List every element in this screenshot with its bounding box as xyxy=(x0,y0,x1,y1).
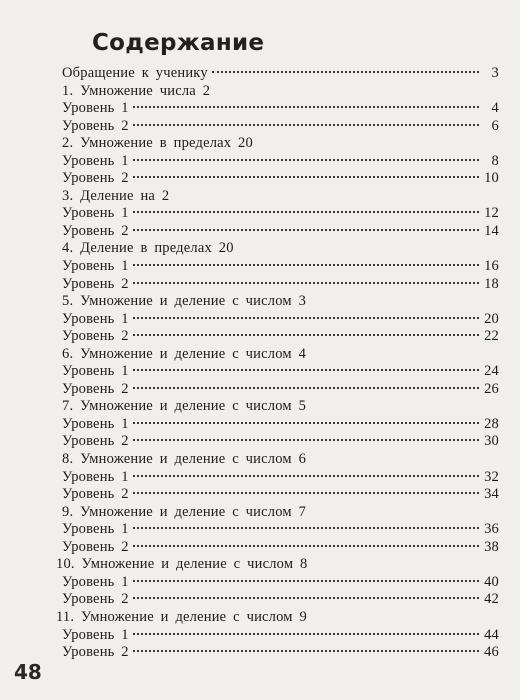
toc-entry-label: Уровень 1 xyxy=(62,152,129,169)
toc-entry-label: Уровень 2 xyxy=(62,591,129,608)
dot-leader xyxy=(133,387,479,389)
toc-entry-label: Уровень 1 xyxy=(62,258,129,275)
toc-entry-label: 5. Умножение и деление с числом 3 xyxy=(62,293,307,310)
toc-entry xyxy=(62,65,499,83)
toc-entry-label: Уровень 2 xyxy=(62,644,129,661)
toc-entry-page: 38 xyxy=(484,538,499,555)
toc-entry-label: Уровень 1 xyxy=(62,100,129,117)
toc-entry-label: Уровень 1 xyxy=(62,310,129,327)
dot-leader xyxy=(133,124,479,126)
dot-leader xyxy=(133,334,479,336)
toc-entry-page: 34 xyxy=(484,486,499,503)
dot-leader xyxy=(133,475,479,477)
toc-entry xyxy=(62,170,499,188)
toc-entry xyxy=(62,276,499,294)
toc-entry-label: Уровень 2 xyxy=(62,486,129,503)
toc-entry-label: 3. Деление на 2 xyxy=(62,187,170,204)
toc-section-heading xyxy=(62,240,499,258)
toc-entry-label: Уровень 2 xyxy=(62,433,129,450)
toc-entry-page: 40 xyxy=(484,573,499,590)
toc-entry xyxy=(62,469,499,487)
toc-entry-label: Уровень 1 xyxy=(62,573,129,590)
toc-section-heading xyxy=(56,556,499,574)
toc-entry xyxy=(62,258,499,276)
toc-entry-page: 22 xyxy=(484,328,499,345)
toc-entry-label: Уровень 2 xyxy=(62,117,129,134)
toc-entry-page: 30 xyxy=(484,433,499,450)
toc-entry-label: 8. Умножение и деление с числом 6 xyxy=(62,451,307,468)
toc-entry-page: 26 xyxy=(484,380,499,397)
dot-leader xyxy=(133,439,479,441)
toc-entry xyxy=(62,223,499,241)
dot-leader xyxy=(133,650,479,652)
toc-entry-label: Уровень 2 xyxy=(62,170,129,187)
dot-leader xyxy=(133,159,479,161)
toc-entry-page: 28 xyxy=(484,415,499,432)
toc-entry-page: 16 xyxy=(484,258,499,275)
toc-entry-label: Уровень 1 xyxy=(62,415,129,432)
dot-leader xyxy=(133,597,479,599)
toc-entry-page: 10 xyxy=(484,170,499,187)
toc-entry-page: 18 xyxy=(484,275,499,292)
toc-entry-page: 36 xyxy=(484,521,499,538)
dot-leader xyxy=(133,422,479,424)
toc-entry xyxy=(62,205,499,223)
toc-entry-page: 3 xyxy=(491,65,499,81)
toc-entry-label: Уровень 2 xyxy=(62,275,129,292)
toc-section-heading xyxy=(62,451,499,469)
toc-entry-page: 8 xyxy=(491,152,499,169)
dot-leader xyxy=(133,229,479,231)
toc-entry-label: Уровень 2 xyxy=(62,222,129,239)
dot-leader xyxy=(133,633,479,635)
toc-section-heading xyxy=(62,135,499,153)
toc-entry-label: Уровень 2 xyxy=(62,538,129,555)
dot-leader xyxy=(133,176,479,178)
toc-entry-label: Уровень 1 xyxy=(62,521,129,538)
toc-entry-page: 14 xyxy=(484,222,499,239)
dot-leader xyxy=(133,264,479,266)
toc-entry-label: 9. Умножение и деление с числом 7 xyxy=(62,503,307,520)
toc-entry xyxy=(62,153,499,171)
toc-entry xyxy=(62,363,499,381)
toc-entry-page: 44 xyxy=(484,626,499,643)
toc-entry xyxy=(62,100,499,118)
toc-entry xyxy=(62,521,499,539)
toc-entry-label: Уровень 1 xyxy=(62,205,129,222)
toc-entry-label: 1. Умножение числа 2 xyxy=(62,82,211,99)
toc-entry-page: 6 xyxy=(491,117,499,134)
dot-leader xyxy=(133,282,479,284)
toc-entry-label: 11. Умножение и деление с числом 9 xyxy=(56,608,307,625)
dot-leader xyxy=(212,71,479,73)
toc-entry-label: Уровень 1 xyxy=(62,468,129,485)
toc-entry-page: 20 xyxy=(484,310,499,327)
page-title: Содержание xyxy=(92,30,265,56)
dot-leader xyxy=(133,211,479,213)
dot-leader xyxy=(133,580,479,582)
toc-section-heading xyxy=(62,293,499,311)
toc-entry xyxy=(62,574,499,592)
toc-entry-label: Уровень 2 xyxy=(62,328,129,345)
toc-entry-page: 32 xyxy=(484,468,499,485)
toc-entry xyxy=(62,118,499,136)
toc-entry-page: 4 xyxy=(491,100,499,117)
toc-section-heading xyxy=(62,83,499,101)
toc-entry xyxy=(62,591,499,609)
toc-entry-label: 2. Умножение в пределах 20 xyxy=(62,135,253,152)
toc-entry-label: 4. Деление в пределах 20 xyxy=(62,240,234,257)
toc-entry-label: 6. Умножение и деление с числом 4 xyxy=(62,345,307,362)
toc-entry-page: 46 xyxy=(484,644,499,661)
toc-entry xyxy=(62,311,499,329)
toc-section-heading xyxy=(62,504,499,522)
toc-section-heading xyxy=(62,188,499,206)
toc-entry-label: 7. Умножение и деление с числом 5 xyxy=(62,398,307,415)
toc-entry xyxy=(62,416,499,434)
toc-entry xyxy=(62,627,499,645)
toc-entry-page: 12 xyxy=(484,205,499,222)
dot-leader xyxy=(133,527,479,529)
toc-section-heading xyxy=(56,609,499,627)
toc-entry-label: 10. Умножение и деление с числом 8 xyxy=(56,556,308,573)
toc-entry xyxy=(62,644,499,662)
toc-section-heading xyxy=(62,346,499,364)
toc-entry xyxy=(62,539,499,557)
toc-entry-label: Обращение к ученику xyxy=(62,65,208,81)
toc-entry xyxy=(62,381,499,399)
toc-entry xyxy=(62,328,499,346)
dot-leader xyxy=(133,106,479,108)
page-number: 48 xyxy=(14,660,42,684)
toc-entry-label: Уровень 1 xyxy=(62,363,129,380)
toc-entry-label: Уровень 2 xyxy=(62,380,129,397)
toc-entry-page: 42 xyxy=(484,591,499,608)
toc-entry-label: Уровень 1 xyxy=(62,626,129,643)
dot-leader xyxy=(133,317,479,319)
dot-leader xyxy=(133,369,479,371)
dot-leader xyxy=(133,492,479,494)
dot-leader xyxy=(133,545,479,547)
toc-section-heading xyxy=(62,398,499,416)
table-of-contents xyxy=(56,65,499,662)
toc-entry xyxy=(62,433,499,451)
toc-entry-page: 24 xyxy=(484,363,499,380)
toc-entry xyxy=(62,486,499,504)
